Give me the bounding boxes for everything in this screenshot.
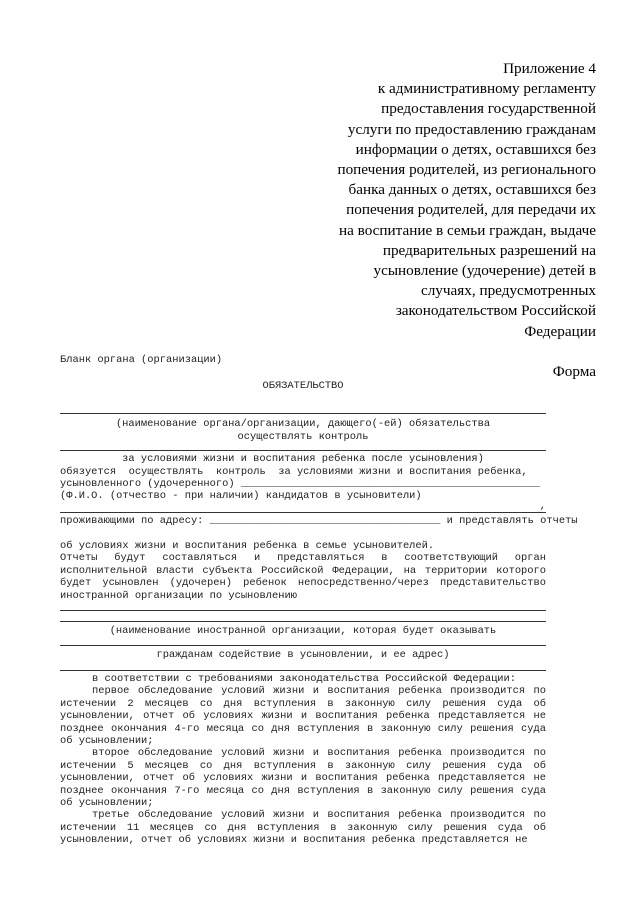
appendix-line: Приложение 4 <box>503 60 596 77</box>
appendix-line: на воспитание в семьи граждан, выдаче <box>338 221 596 239</box>
org-name-caption: (наименование органа/организации, дающего(-ей) обязательства <box>115 418 491 430</box>
obligation-text: обязуется осуществлять контроль за условиями жизни и воспитания ребенка, <box>60 466 528 478</box>
comma-mark: , <box>539 500 546 512</box>
reports-intro: об условиях жизни и воспитания ребенка в семье усыновителей. <box>60 540 435 552</box>
org-name-line <box>60 413 546 414</box>
appendix-block <box>306 59 596 382</box>
foreign-org-caption: (наименование иностранной организации, которая будет оказывать <box>109 625 497 637</box>
foreign-org-address-line <box>60 645 546 646</box>
appendix-line: банка данных о детях, оставшихся без <box>348 181 596 199</box>
foreign-org-line <box>60 610 546 611</box>
appendix-line: законодательством Российской <box>395 302 596 320</box>
foreign-org-line-2 <box>60 621 546 622</box>
foreign-org-address-line-2 <box>60 670 546 671</box>
reports-paragraph: Отчеты будут составляться и представляться в соответствующий орган исполнительной власти субъекта Российской Федерации, на территории которого будет усыновлен (удочерен) ребенок непосредственно/через представительство иностранной организации по усыновлению <box>60 552 546 602</box>
letterhead-label: Бланк органа (организации) <box>60 354 223 366</box>
second-inspection: второе обследование условий жизни и воспитания ребенка производится по истечении 5 месяцев со дня вступления в законную силу решения суда об усыновлении, отчет об условиях жизни и воспитания ребенка представляется не позднее окончания 7-го месяца со дня вступления в законную силу решения суда об усыновлении; <box>60 747 546 810</box>
separator-line <box>60 450 546 451</box>
appendix-line: усыновление (удочерение) детей в <box>373 262 596 280</box>
appendix-line: информации о детях, оставшихся без <box>355 140 596 158</box>
legal-basis: в соответствии с требованиями законодательства Российской Федерации: <box>92 673 517 685</box>
third-inspection: третье обследование условий жизни и воспитания ребенка производится по истечении 11 месяцев со дня вступления в законную силу решения суда об усыновлении, отчет об условиях жизни и воспитания ребенка представляется не <box>60 809 546 847</box>
appendix-line: предварительных разрешений на <box>382 241 596 259</box>
adopted-child-field: усыновленного (удочеренного) ________________________________________________ <box>60 478 541 490</box>
appendix-line: попечения родителей, для передачи их <box>346 201 596 219</box>
appendix-line: предоставления государственной <box>381 100 596 118</box>
org-name-caption-2: осуществлять контроль <box>237 431 369 443</box>
first-inspection: первое обследование условий жизни и воспитания ребенка производится по истечении 2 месяцев со дня вступления в законную силу решения суда об усыновлении, отчет об условиях жизни и воспитания ребенка представляется не позднее окончания 4-го месяца со дня вступления в законную силу решения суда об усыновлении; <box>60 685 546 748</box>
form-label: Форма <box>552 362 596 380</box>
appendix-line: Федерации <box>524 322 596 340</box>
address-field: проживающими по адресу: _____________________________________ и представлять отчеты <box>60 515 578 527</box>
document-title: ОБЯЗАТЕЛЬСТВО <box>262 380 344 392</box>
appendix-line: услуги по предоставлению гражданам <box>347 120 596 138</box>
appendix-line: к административному регламенту <box>377 80 596 98</box>
conditions-line: за условиями жизни и воспитания ребенка после усыновления) <box>122 453 484 465</box>
appendix-line: попечения родителей, из регионального <box>337 161 596 179</box>
appendix-line: случаях, предусмотренных <box>420 282 596 300</box>
adopters-name-caption: (Ф.И.О. (отчество - при наличии) кандидатов в усыновители) <box>60 490 422 502</box>
foreign-org-caption-2: гражданам содействие в усыновлении, и ее адрес) <box>156 649 450 661</box>
